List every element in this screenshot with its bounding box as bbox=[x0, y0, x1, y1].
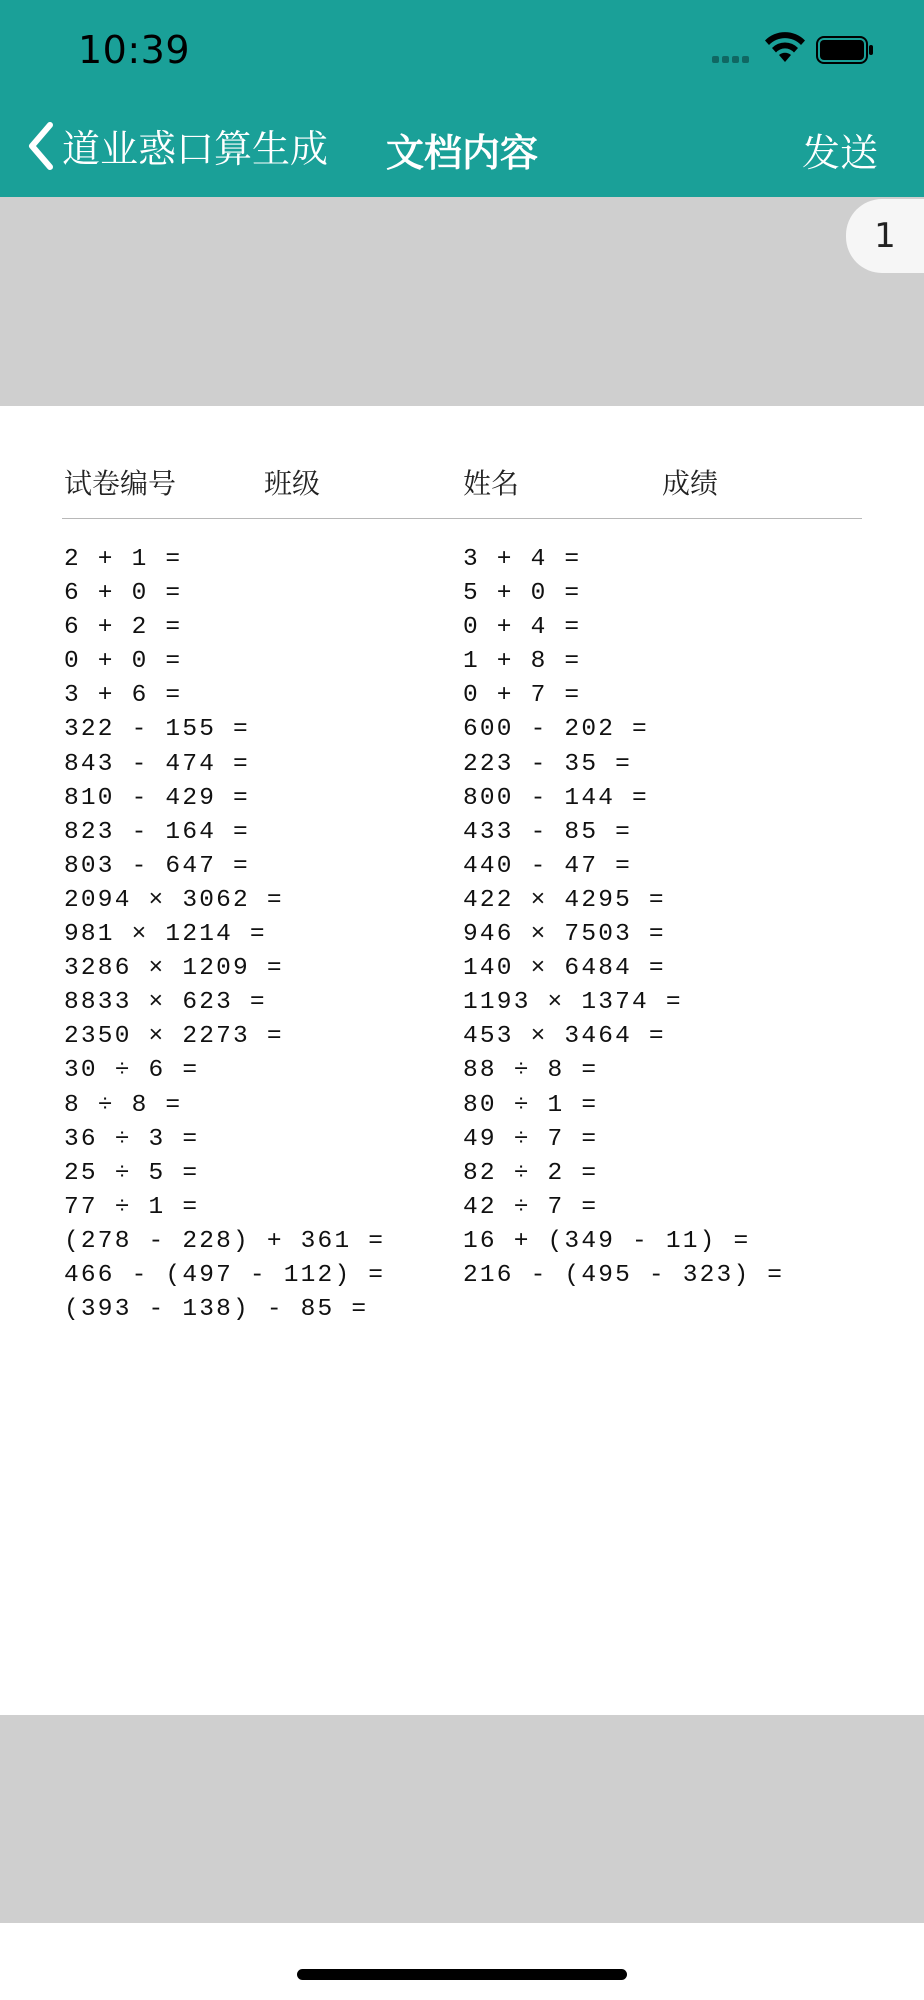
chevron-left-icon bbox=[26, 121, 56, 171]
math-problem: 843 - 474 = bbox=[64, 750, 250, 778]
page-number-badge: 1 bbox=[846, 199, 924, 273]
status-time: 10:39 bbox=[78, 28, 191, 72]
send-button[interactable]: 发送 bbox=[802, 131, 879, 175]
left-problem-column bbox=[64, 543, 385, 1327]
battery-icon bbox=[816, 36, 874, 64]
math-problem: 322 - 155 = bbox=[64, 716, 250, 744]
right-problem-column bbox=[463, 543, 784, 1293]
math-problem: 5 + 0 = bbox=[463, 580, 582, 608]
math-problem: 2350 × 2273 = bbox=[64, 1023, 284, 1051]
math-problem: (393 - 138) - 85 = bbox=[64, 1296, 369, 1324]
navigation-bar bbox=[0, 0, 924, 197]
home-indicator[interactable] bbox=[297, 1969, 627, 1980]
math-problem: 3286 × 1209 = bbox=[64, 955, 284, 983]
math-problem: 946 × 7503 = bbox=[463, 921, 666, 949]
math-problem: 823 - 164 = bbox=[64, 818, 250, 846]
math-problem: 433 - 85 = bbox=[463, 818, 633, 846]
math-problem: 36 ÷ 3 = bbox=[64, 1125, 200, 1153]
math-problem: 8 ÷ 8 = bbox=[64, 1091, 183, 1119]
math-problem: (278 - 228) + 361 = bbox=[64, 1227, 386, 1255]
math-problem: 810 - 429 = bbox=[64, 784, 250, 812]
math-problem: 6 + 2 = bbox=[64, 614, 183, 642]
score-label: 成绩 bbox=[662, 467, 719, 500]
math-problem: 803 - 647 = bbox=[64, 852, 250, 880]
math-problem: 422 × 4295 = bbox=[463, 886, 666, 914]
back-button[interactable] bbox=[26, 118, 328, 173]
math-problem: 88 ÷ 8 = bbox=[463, 1057, 599, 1085]
math-problem: 800 - 144 = bbox=[463, 784, 649, 812]
math-problem: 0 + 4 = bbox=[463, 614, 582, 642]
cellular-signal-icon bbox=[712, 56, 749, 63]
name-label: 姓名 bbox=[463, 467, 520, 500]
math-problem: 42 ÷ 7 = bbox=[463, 1193, 599, 1221]
math-problem: 82 ÷ 2 = bbox=[463, 1159, 599, 1187]
math-problem: 25 ÷ 5 = bbox=[64, 1159, 200, 1187]
preview-background-top bbox=[0, 197, 924, 406]
preview-background-bottom bbox=[0, 1715, 924, 1923]
math-problem: 3 + 6 = bbox=[64, 682, 183, 710]
back-button-label: 道业惑口算生成 bbox=[62, 127, 329, 171]
math-problem: 16 + (349 - 11) = bbox=[463, 1227, 751, 1255]
math-problem: 1 + 8 = bbox=[463, 648, 582, 676]
math-problem: 3 + 4 = bbox=[463, 546, 582, 573]
class-label: 班级 bbox=[264, 467, 321, 500]
math-problem: 49 ÷ 7 = bbox=[463, 1125, 599, 1153]
wifi-icon bbox=[764, 32, 806, 64]
math-problem: 6 + 0 = bbox=[64, 580, 183, 608]
math-problem: 466 - (497 - 112) = bbox=[64, 1261, 386, 1289]
math-problem: 1193 × 1374 = bbox=[463, 989, 683, 1017]
math-problem: 140 × 6484 = bbox=[463, 955, 666, 983]
header-divider bbox=[62, 518, 862, 519]
math-problem: 216 - (495 - 323) = bbox=[463, 1261, 785, 1289]
math-problem: 981 × 1214 = bbox=[64, 921, 267, 949]
math-problem: 2 + 1 = bbox=[64, 546, 183, 573]
math-problem: 0 + 7 = bbox=[463, 682, 582, 710]
math-problem: 453 × 3464 = bbox=[463, 1023, 666, 1051]
math-problem: 223 - 35 = bbox=[463, 750, 633, 778]
math-problem: 600 - 202 = bbox=[463, 716, 649, 744]
math-problem: 30 ÷ 6 = bbox=[64, 1057, 200, 1085]
math-problem: 77 ÷ 1 = bbox=[64, 1193, 200, 1221]
paper-number-label: 试卷编号 bbox=[64, 467, 177, 500]
math-problem: 80 ÷ 1 = bbox=[463, 1091, 599, 1119]
math-problem: 8833 × 623 = bbox=[64, 989, 267, 1017]
math-problem: 2094 × 3062 = bbox=[64, 886, 284, 914]
math-problem: 0 + 0 = bbox=[64, 648, 183, 676]
math-problem: 440 - 47 = bbox=[463, 852, 633, 880]
page-title: 文档内容 bbox=[386, 131, 539, 175]
